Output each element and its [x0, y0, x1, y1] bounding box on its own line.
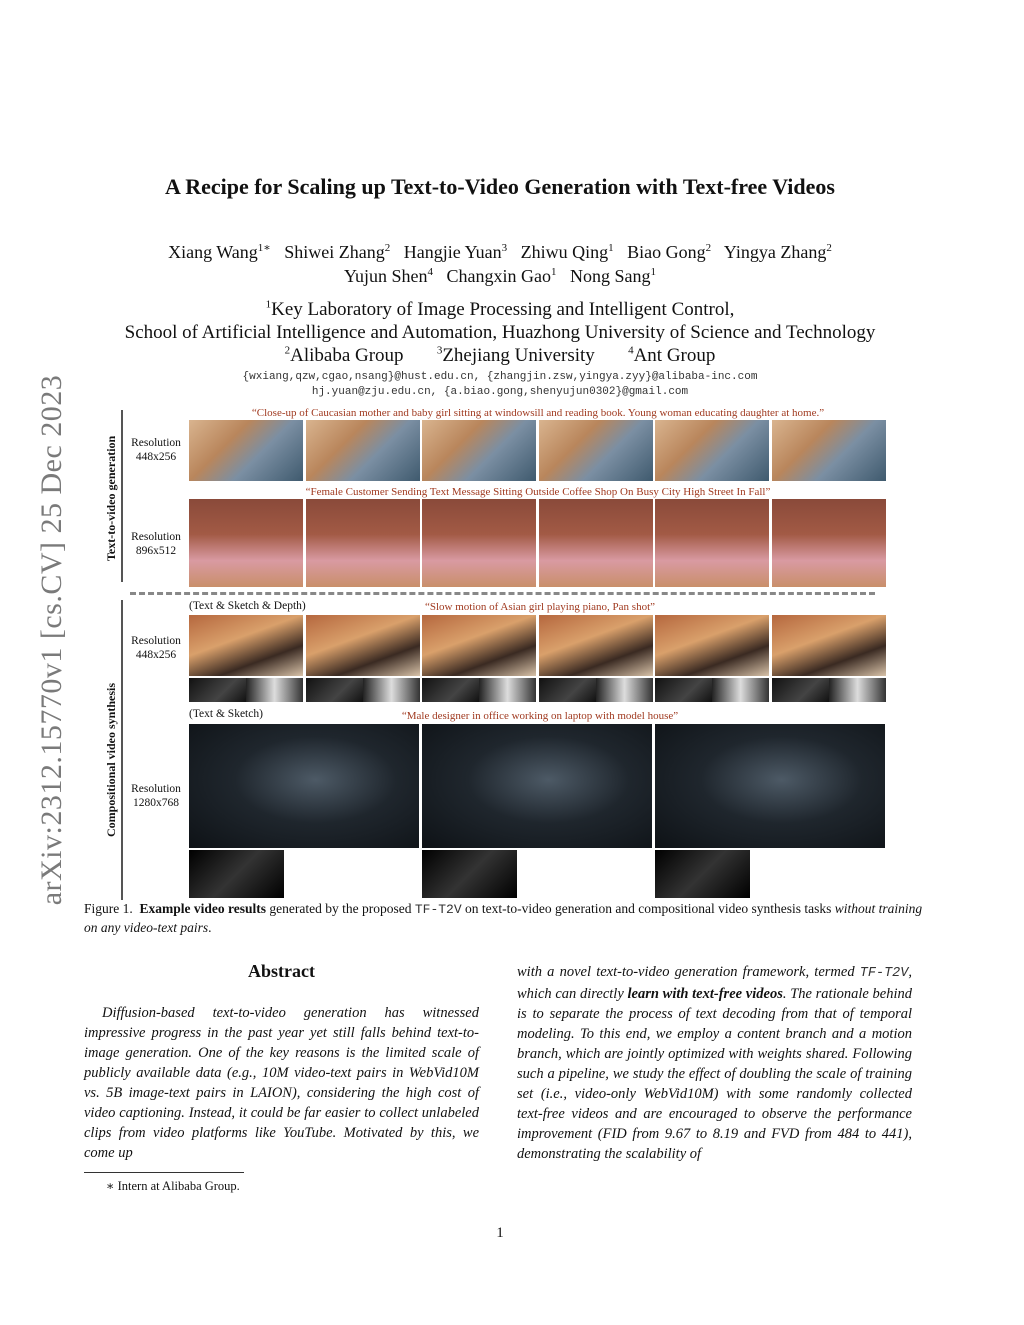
depth-condition	[712, 678, 769, 702]
author-name: Yingya Zhang	[723, 242, 827, 262]
arxiv-stamp: arXiv:2312.15770v1 [cs.CV] 25 Dec 2023	[35, 374, 68, 906]
author-name: Nong Sang	[570, 266, 651, 286]
row3-resolution	[121, 634, 191, 662]
res-value: 448x256	[135, 649, 177, 661]
video-frame	[422, 420, 536, 481]
row1-prompt: “Close-up of Caucasian mother and baby girl sitting at windowsill and reading book. Young woman educating daughter at home.”	[251, 407, 825, 419]
footnote-text: Intern at Alibaba Group.	[117, 1179, 240, 1193]
video-frame	[539, 615, 653, 676]
sketch-condition	[655, 678, 712, 702]
email-line-2: hj.yuan@zju.edu.cn, {a.biao.gong,shenyujun0302}@gmail.com	[311, 386, 689, 398]
author-affiliation-mark: 1∗	[257, 242, 271, 254]
video-frame	[772, 499, 886, 587]
page-number: 1	[496, 1225, 504, 1241]
sketch-condition	[189, 678, 246, 702]
row4-resolution	[121, 782, 191, 810]
author-name: Shiwei Zhang	[284, 242, 385, 262]
author-name: Hangjie Yuan	[403, 242, 502, 262]
res-label: Resolution	[131, 531, 181, 543]
author-affiliation-mark: 2	[384, 242, 391, 254]
author-name: Changxin Gao	[446, 266, 551, 286]
abstract-bold: learn with text-free videos	[627, 986, 783, 1002]
res-label: Resolution	[131, 783, 181, 795]
abstract-method: TF-T2V	[859, 966, 909, 981]
video-frame	[539, 499, 653, 587]
author-affiliation-mark: 3	[501, 242, 508, 254]
caption-method: TF-T2V	[414, 902, 462, 917]
res-label: Resolution	[131, 437, 181, 449]
res-label: Resolution	[131, 635, 181, 647]
res-value: 896x512	[135, 545, 177, 557]
caption-prefix: Figure 1.	[84, 901, 133, 916]
video-frame	[539, 420, 653, 481]
sketch-condition	[422, 678, 479, 702]
author-affiliation-mark: 2	[826, 242, 832, 254]
author-affiliation-mark: 2	[705, 242, 712, 254]
affiliation-line-3	[0, 344, 1000, 367]
depth-condition	[596, 678, 653, 702]
affiliation-line-1	[0, 298, 1000, 321]
video-frame	[655, 420, 769, 481]
affiliation-name: Ant Group	[633, 345, 716, 366]
abstract-text: , which can directly	[517, 964, 913, 1002]
video-frame	[189, 499, 303, 587]
abstract-right-column	[517, 962, 912, 1164]
video-frame	[772, 615, 886, 676]
affiliation-name: Zhejiang University	[442, 345, 595, 366]
author-name: Biao Gong	[627, 242, 706, 262]
affiliation-sup: 1	[265, 298, 272, 311]
depth-condition	[363, 678, 420, 702]
authors-line-1	[0, 240, 1000, 264]
row4-condition: (Text & Sketch)	[189, 708, 263, 720]
video-frame	[655, 499, 769, 587]
sketch-condition	[189, 850, 284, 898]
author-name: Zhiwu Qing	[520, 242, 609, 262]
video-frame	[189, 615, 303, 676]
t2v-side-label: Text-to-video generation	[104, 435, 118, 561]
res-value: 448x256	[135, 451, 177, 463]
video-frame	[655, 615, 769, 676]
caption-bold: Example video results	[139, 901, 267, 916]
authors-line-2	[0, 264, 1000, 288]
author-affiliation-mark: 1	[551, 266, 557, 278]
sketch-condition	[655, 850, 750, 898]
section-divider	[130, 592, 875, 595]
author-affiliation-mark: 1	[650, 266, 656, 278]
affiliation-mark: 4	[628, 344, 634, 357]
sketch-condition	[422, 850, 517, 898]
caption-mid: generated by the proposed	[269, 901, 412, 916]
video-frame	[655, 724, 885, 848]
affiliation-line-2: School of Artificial Intelligence and Automation, Huazhong University of Science and Technology	[124, 322, 876, 343]
video-frame	[422, 724, 652, 848]
sketch-condition	[306, 678, 363, 702]
comp-side-label: Compositional video synthesis	[104, 682, 118, 838]
video-frame	[189, 724, 419, 848]
abstract-text: . The rationale behind is to separate the process of text decoding from that of temporal modeling. To this end, we employ a content branch and a motion branch, which are jointly optimized with weights shared. Following such a pipeline, we study the effect of doubling the scale of training set (i.e., video-only WebVid10M) with some randomly collected text-free videos and are encouraged to observe the performance improvement (FID from 9.67 to 8.19 and FVD from 484 to 441), demonstrating the scalability of	[517, 986, 913, 1162]
row4-prompt: “Male designer in office working on laptop with model house”	[401, 710, 679, 722]
video-frame	[422, 615, 536, 676]
author-affiliation-mark: 1	[608, 242, 614, 254]
abstract-text: with a novel text-to-video generation framework, termed	[517, 964, 855, 980]
abstract-left-column: Diffusion-based text-to-video generation has witnessed impressive progress in the past year yet still falls behind text-to-image generation. One of the key reasons is the limited scale of publicly available data (e.g., 10M video-text pairs in WebVid10M vs. 5B image-text pairs in LAION), considering the high cost of video captioning. Instead, it could be far easier to collect unlabeled clips from video platforms like YouTube. Motivated by this, we come up	[84, 1005, 479, 1161]
row2-resolution	[121, 530, 191, 558]
video-frame	[772, 420, 886, 481]
figure-caption	[84, 900, 924, 937]
row3-prompt: “Slow motion of Asian girl playing piano, Pan shot”	[424, 601, 656, 613]
footnote-mark: ∗	[106, 1179, 115, 1193]
video-frame	[422, 499, 536, 587]
video-frame	[306, 420, 420, 481]
affiliation-mark: 2	[284, 344, 291, 357]
affiliation-name: Alibaba Group	[290, 345, 404, 366]
sketch-condition	[772, 678, 829, 702]
video-frame	[306, 615, 420, 676]
depth-condition	[246, 678, 303, 702]
depth-condition	[479, 678, 536, 702]
depth-condition	[829, 678, 886, 702]
email-line-1: {wxiang,qzw,cgao,nsang}@hust.edu.cn, {zhangjin.zsw,yingya.zyy}@alibaba-inc.com	[242, 371, 758, 383]
footnote-rule	[84, 1172, 244, 1173]
affiliation-text: Key Laboratory of Image Processing and Intelligent Control,	[271, 299, 735, 320]
caption-italic: without training on any video-text pairs	[84, 901, 923, 935]
footnote	[106, 1178, 240, 1194]
affiliation-mark: 3	[436, 344, 443, 357]
row2-prompt: “Female Customer Sending Text Message Sitting Outside Coffee Shop On Busy City High Street In Fall”	[305, 486, 771, 498]
row3-condition: (Text & Sketch & Depth)	[189, 600, 306, 612]
author-name: Xiang Wang	[168, 242, 258, 262]
abstract-heading: Abstract	[248, 961, 315, 981]
paper-title: A Recipe for Scaling up Text-to-Video Generation with Text-free Videos	[165, 174, 835, 199]
author-name: Yujun Shen	[344, 266, 428, 286]
caption-rest: on text-to-video generation and compositional video synthesis tasks	[465, 901, 832, 916]
row1-resolution	[121, 436, 191, 464]
author-affiliation-mark: 4	[427, 266, 434, 278]
res-value: 1280x768	[133, 797, 179, 809]
sketch-condition	[539, 678, 596, 702]
video-frame	[189, 420, 303, 481]
video-frame	[306, 499, 420, 587]
caption-end: .	[208, 920, 212, 935]
